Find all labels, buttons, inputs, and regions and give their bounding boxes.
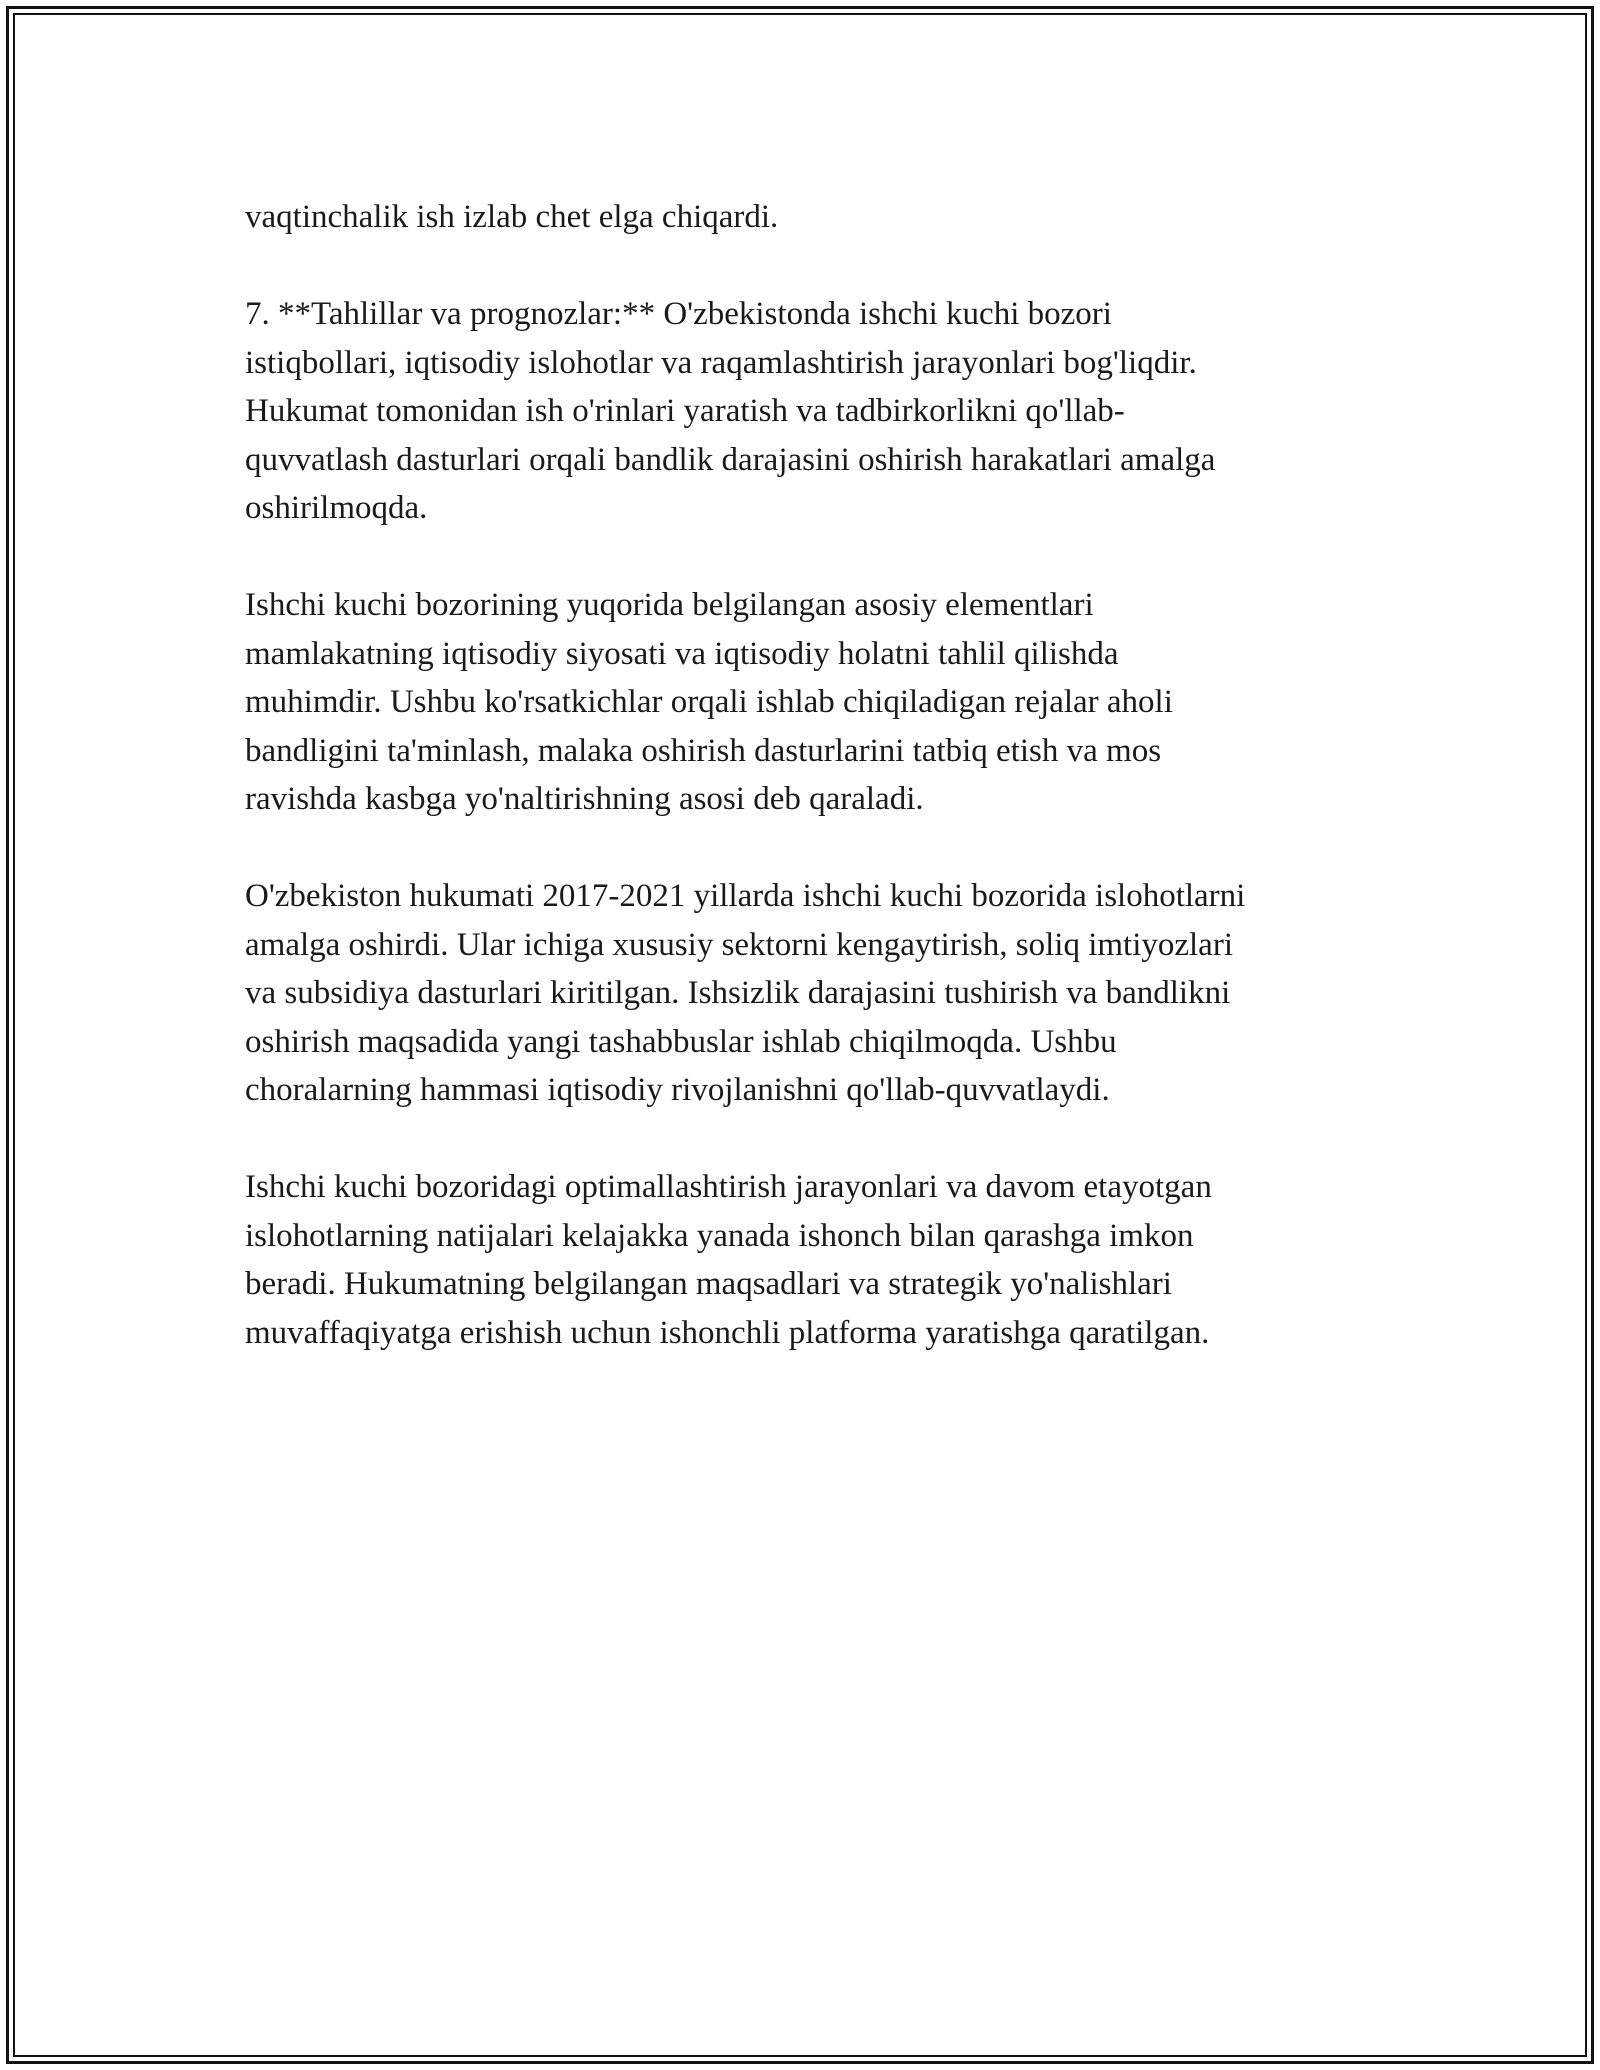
text-line: vaqtinchalik ish izlab chet elga chiqardi. xyxy=(245,199,779,235)
text-line: mamlakatning iqtisodiy siyosati va iqtisodiy holatni tahlil qilishda xyxy=(245,635,1119,672)
text-line: Ishchi kuchi bozorining yuqorida belgilangan asosiy elementlari xyxy=(245,587,1094,623)
page-frame xyxy=(6,6,1594,2064)
text-line: ravishda kasbga yo'naltirishning asosi deb qaraladi. xyxy=(245,781,924,817)
paragraph-2 xyxy=(245,290,1365,533)
text-line: choralarning hammasi iqtisodiy rivojlanishni qo'llab-quvvatlaydi. xyxy=(245,1072,1110,1108)
text-line: oshirish maqsadida yangi tashabbuslar ishlab chiqilmoqda. Ushbu xyxy=(245,1023,1117,1060)
text-line: bandligini ta'minlash, malaka oshirish dasturlarini tatbiq etish va mos xyxy=(245,732,1162,769)
text-line: Ishchi kuchi bozoridagi optimallashtirish jarayonlari va davom etayotgan xyxy=(245,1169,1212,1205)
text-line: 7. **Tahlillar va prognozlar:** O'zbekistonda ishchi kuchi bozori xyxy=(245,296,1112,332)
document-body xyxy=(245,193,1365,1406)
text-line: amalga oshirdi. Ular ichiga xususiy sektorni kengaytirish, soliq imtiyozlari xyxy=(245,926,1233,963)
text-line: beradi. Hukumatning belgilangan maqsadlari va strategik yo'nalishlari xyxy=(245,1266,1172,1302)
text-line: quvvatlash dasturlari orqali bandlik darajasini oshirish harakatlari amalga xyxy=(245,441,1216,478)
text-line: muhimdir. Ushbu ko'rsatkichlar orqali ishlab chiqiladigan rejalar aholi xyxy=(245,684,1173,720)
text-line: va subsidiya dasturlari kiritilgan. Ishsizlik darajasini tushirish va bandlikni xyxy=(245,975,1231,1011)
text-line: muvaffaqiyatga erishish uchun ishonchli platforma yaratishga qaratilgan. xyxy=(245,1314,1210,1351)
paragraph-5 xyxy=(245,1163,1365,1357)
text-line: istiqbollari, iqtisodiy islohotlar va raqamlashtirish jarayonlari bog'liqdir. xyxy=(245,344,1197,381)
text-line: Hukumat tomonidan ish o'rinlari yaratish va tadbirkorlikni qo'llab- xyxy=(245,393,1125,429)
text-line: oshirilmoqda. xyxy=(245,490,428,526)
paragraph-4 xyxy=(245,872,1365,1115)
text-line: O'zbekiston hukumati 2017-2021 yillarda ishchi kuchi bozorida islohotlarni xyxy=(245,878,1246,914)
text-line: islohotlarning natijalari kelajakka yanada ishonch bilan qarashga imkon xyxy=(245,1217,1194,1254)
paragraph-3 xyxy=(245,581,1365,824)
paragraph-1 xyxy=(245,193,1365,242)
